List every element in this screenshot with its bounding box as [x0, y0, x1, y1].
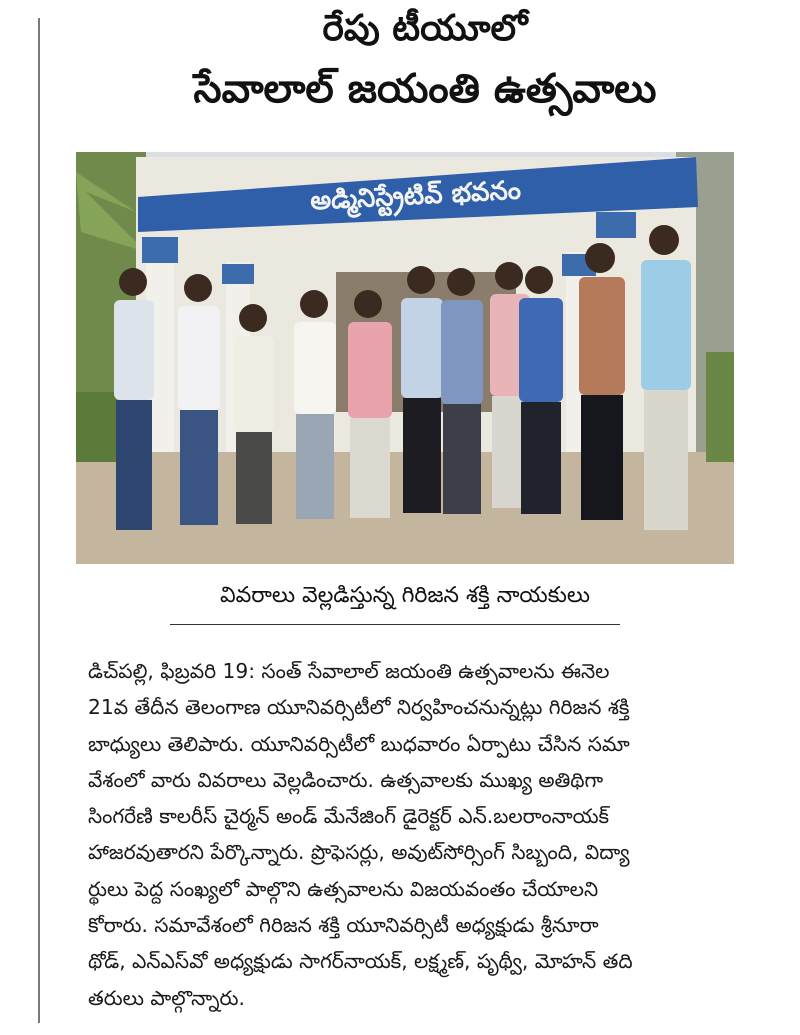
article-line: ర్థులు పెద్ద సంఖ్యలో పాల్గొని ఉత్సవాలను విజయవంతం చేయాలని	[88, 876, 599, 901]
article-body	[88, 653, 738, 1016]
building-sign: అడ్మినిస్ట్రేటివ్ భవనం	[309, 175, 522, 217]
article-line: వేశంలో వారు వివరాలు వెల్లడించారు. ఉత్సవాలకు ముఖ్య అతిథిగా	[88, 767, 604, 792]
article-line: 21వ తేదీన తెలంగాణ యూనివర్సిటీలో నిర్వహించనున్నట్లు గిరిజన శక్తి	[88, 695, 630, 720]
article-line: హాజరవుతారని పేర్కొన్నారు. ప్రొఫెసర్లు, అవుట్‌సోర్సింగ్ సిబ్బంది, విద్యా	[88, 840, 630, 865]
photo-caption: వివరాలు వెల్లడిస్తున్న గిరిజన శక్తి నాయకులు	[219, 583, 591, 608]
headline-kicker: రేపు టీయూలో	[322, 8, 528, 49]
article-line: డిచ్‌పల్లి, ఫిబ్రవరి 19: సంత్ సేవాలాల్ జయంతి ఉత్సవాలను ఈనెల	[88, 659, 610, 683]
column-rule	[38, 18, 40, 1023]
article-line: థోడ్, ఎన్ఎస్‌వో అధ్యక్షుడు సాగర్‌నాయక్, లక్ష్మణ్, పృథ్వీ, మోహన్ తది	[88, 949, 633, 974]
article-line: కోరారు. సమావేశంలో గిరిజన శక్తి యూనివర్సిటీ అధ్యక్షుడు శ్రీనూరా	[88, 913, 599, 938]
article-line: బాధ్యులు తెలిపారు. యూనివర్సిటీలో బుధవారం ఏర్పాటు చేసిన సమా	[88, 731, 630, 756]
article-line: తరులు పాల్గొన్నారు.	[88, 985, 245, 1010]
headline-main: సేవాలాల్ జయంతి ఉత్సవాలు	[193, 66, 657, 112]
news-photo	[76, 152, 734, 564]
article-line: సింగరేణి కాలరీస్ చైర్మన్ అండ్ మేనేజింగ్ డైరెక్టర్ ఎన్.బలరాంనాయక్	[88, 804, 610, 829]
caption-rule	[170, 624, 620, 625]
